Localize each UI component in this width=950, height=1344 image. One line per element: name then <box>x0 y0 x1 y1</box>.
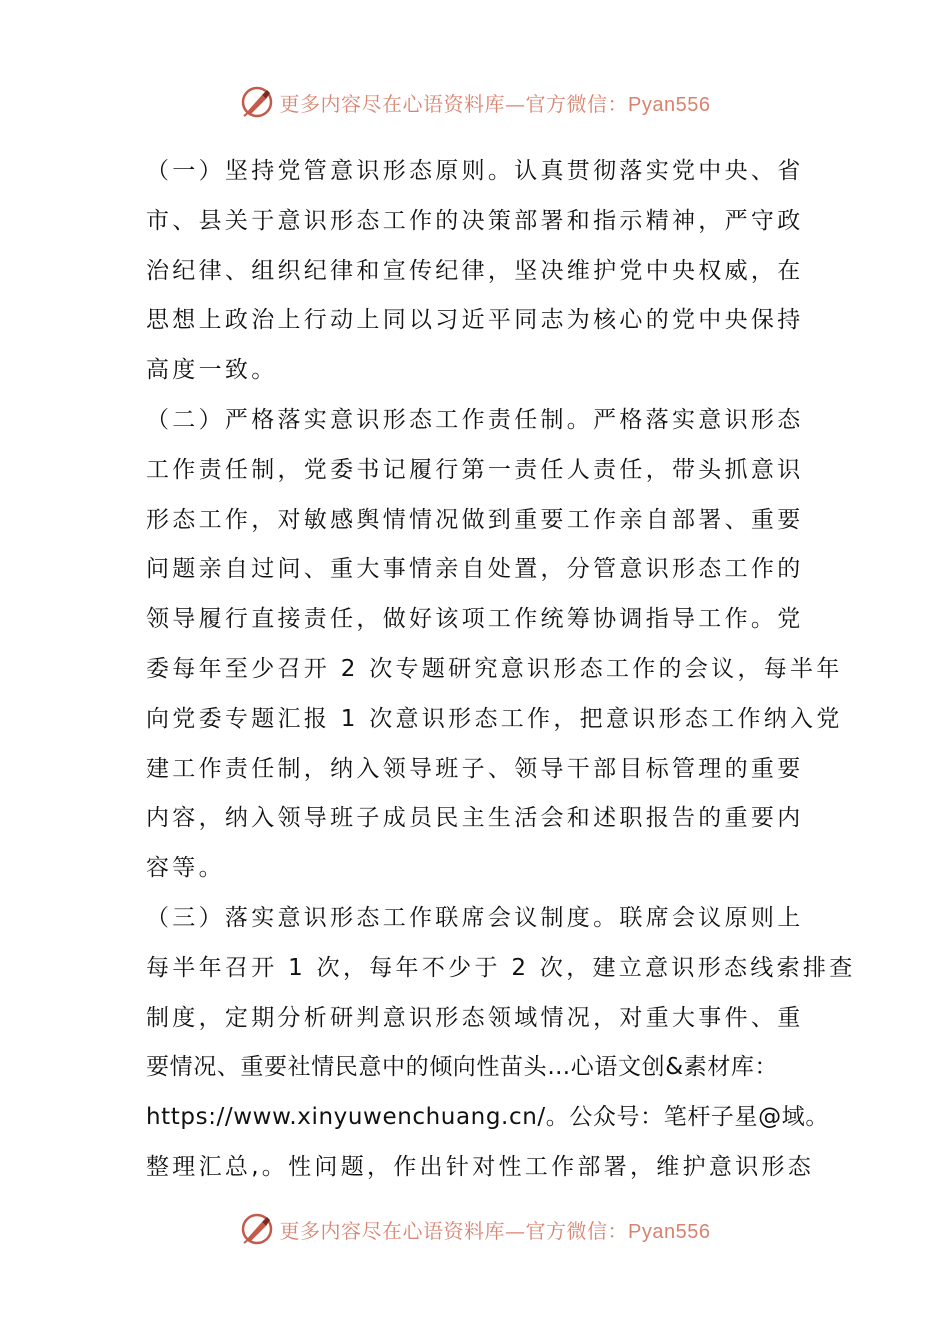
footer-watermark-text: 更多内容尽在心语资料库—官方微信：Pyan556 <box>279 1218 711 1243</box>
footer-watermark <box>0 1209 950 1249</box>
header-watermark-text: 更多内容尽在心语资料库—官方微信：Pyan556 <box>279 91 711 116</box>
text-line: 高度一致。 <box>146 357 278 384</box>
text-line: 向党委专题汇报 1 次意识形态工作，把意识形态工作纳入党 <box>146 705 843 732</box>
text-line: 每半年召开 1 次，每年不少于 2 次，建立意识形态线索排查 <box>146 954 856 981</box>
text-line: （二）严格落实意识形态工作责任制。严格落实意识形态 <box>146 406 804 433</box>
pen-logo-icon <box>240 1212 274 1246</box>
text-line: 容等。 <box>146 855 225 882</box>
document-body <box>146 147 856 1193</box>
text-line: 内容，纳入领导班子成员民主生活会和述职报告的重要内 <box>146 805 804 832</box>
text-line: 委每年至少召开 2 次专题研究意识形态工作的会议，每半年 <box>146 655 843 682</box>
text-line: 治纪律、组织纪律和宣传纪律，坚决维护党中央权威，在 <box>146 257 804 284</box>
text-line: 形态工作，对敏感舆情情况做到重要工作亲自部署、重要 <box>146 506 804 533</box>
text-line: 建工作责任制，纳入领导班子、领导干部目标管理的重要 <box>146 755 804 782</box>
text-line: 思想上政治上行动上同以习近平同志为核心的党中央保持 <box>146 307 804 334</box>
text-line: （一）坚持党管意识形态原则。认真贯彻落实党中央、省 <box>146 158 804 184</box>
text-line: 制度，定期分析研判意识形态领域情况，对重大事件、重 <box>146 1004 804 1031</box>
text-line: 问题亲自过问、重大事情亲自处置，分管意识形态工作的 <box>146 556 804 583</box>
text-line: 工作责任制，党委书记履行第一责任人责任，带头抓意识 <box>146 456 804 483</box>
pen-logo-icon <box>240 85 274 119</box>
text-line: 领导履行直接责任，做好该项工作统筹协调指导工作。党 <box>146 606 804 633</box>
text-line: （三）落实意识形态工作联席会议制度。联席会议原则上 <box>146 904 804 931</box>
header-watermark <box>0 82 950 122</box>
text-line: 市、县关于意识形态工作的决策部署和指示精神，严守政 <box>146 207 804 234</box>
text-line: 要情况、重要社情民意中的倾向性苗头…心语文创&素材库： <box>146 1054 779 1081</box>
text-line: https://www.xinyuwenchuang.cn/。公众号：笔杆子星@域。 <box>146 1104 829 1131</box>
text-line: 整理汇总,。性问题，作出针对性工作部署，维护意识形态 <box>146 1153 815 1180</box>
